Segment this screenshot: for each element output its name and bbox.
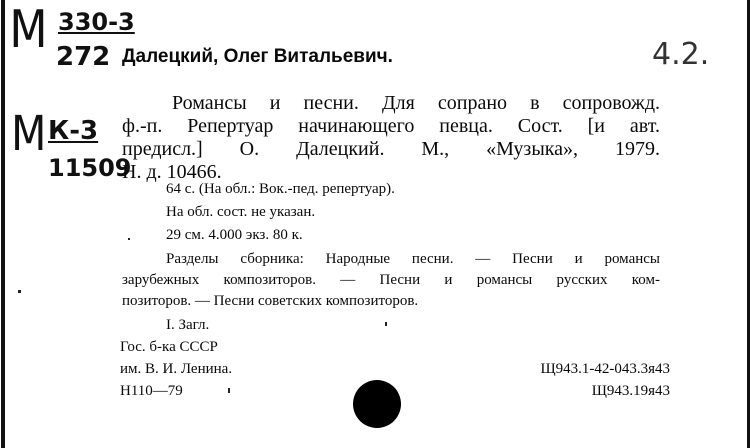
- contents-line: Разделы сборника: Народные песни. — Песни и романсы: [166, 251, 660, 267]
- subject-entry: I. Загл.: [166, 317, 210, 333]
- card-left-edge: [1, 0, 5, 448]
- title-line: Романсы и песни. Для сопрано в сопровожд.: [172, 92, 660, 114]
- scan-speck: [18, 290, 21, 293]
- handwritten-shelf-mid: К-3: [48, 116, 99, 146]
- library-line: им. В. И. Ленина.: [120, 361, 233, 377]
- classification-code: Щ943.1-42-043.3я43: [540, 361, 670, 377]
- description-line: 64 с. (На обл.: Вок.-пед. репертуар).: [166, 181, 395, 197]
- contents-line: позиторов. — Песни советских композиторов.: [122, 293, 419, 309]
- contents-line: зарубежных композиторов. — Песни и романсы русских ком-: [122, 272, 660, 288]
- description-line: 29 см. 4.000 экз. 80 к.: [166, 227, 303, 243]
- scan-speck: [385, 322, 387, 326]
- title-line: Н. д. 10466.: [122, 161, 222, 183]
- title-line: ф.-п. Репертуар начинающего певца. Сост. [и авт.: [122, 115, 660, 137]
- punch-hole: [353, 380, 401, 428]
- handwritten-shelf-mid-sub: 11509: [48, 154, 132, 182]
- classification-code: Щ943.19я43: [591, 383, 670, 399]
- handwritten-shelf-top-sub: 272: [56, 42, 111, 72]
- library-line: Гос. б-ка СССР: [120, 339, 218, 355]
- title-block: [122, 92, 660, 184]
- scan-speck: [128, 238, 130, 240]
- author-heading: Далецкий, Олег Витальевич.: [122, 46, 393, 67]
- handwritten-letter-mid: М: [11, 106, 47, 162]
- description-line: На обл. сост. не указан.: [166, 204, 316, 220]
- title-line: предисл.] О. Далецкий. М., «Музыка», 1979.: [122, 138, 660, 160]
- library-line: Н110—79: [120, 383, 183, 399]
- handwritten-letter-top: М: [9, 0, 48, 60]
- contents-block: [122, 249, 660, 312]
- handwritten-corner-mark: 4.2.: [652, 37, 710, 72]
- handwritten-shelf-top: 330-3: [58, 8, 135, 36]
- scan-speck: [228, 388, 230, 393]
